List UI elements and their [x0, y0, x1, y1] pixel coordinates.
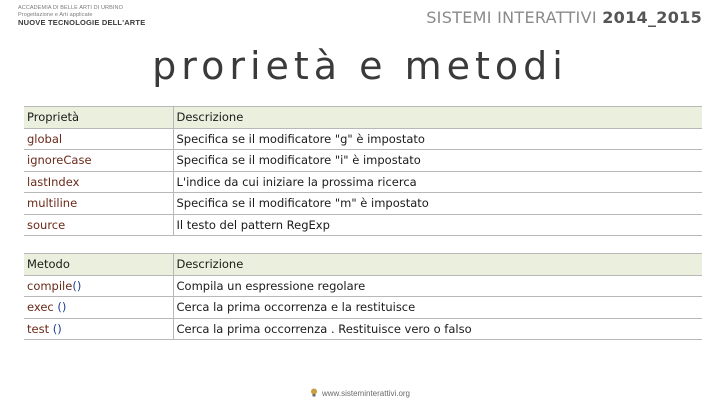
table-row	[24, 193, 702, 215]
table-row	[24, 150, 702, 172]
property-name: source	[24, 214, 173, 236]
method-name-cell	[24, 318, 173, 340]
academy-name: ACCADEMIA DI BELLE ARTI DI URBINO	[18, 5, 123, 11]
method-name-cell	[24, 275, 173, 297]
property-name: lastIndex	[24, 171, 173, 193]
method-description: Compila un espressione regolare	[173, 275, 702, 297]
academy-department: Progettazione e Arti applicate	[18, 11, 93, 18]
footer	[0, 388, 720, 398]
property-description: Specifica se il modificatore "g" è impostato	[173, 128, 702, 150]
course-header	[426, 8, 702, 27]
method-name: exec	[27, 300, 58, 315]
table-row	[24, 318, 702, 340]
table-row	[24, 297, 702, 319]
property-name: ignoreCase	[24, 150, 173, 172]
column-header-method: Metodo	[24, 254, 173, 276]
property-description: Specifica se il modificatore "i" è impostato	[173, 150, 702, 172]
methods-table	[24, 253, 702, 340]
table-header-row	[24, 107, 702, 129]
table-row	[24, 171, 702, 193]
column-header-property: Proprietà	[24, 107, 173, 129]
table-row	[24, 275, 702, 297]
method-parentheses: ()	[52, 321, 62, 336]
academy-course: NUOVE TECNOLOGIE DELL'ARTE	[18, 18, 146, 27]
property-description: Il testo del pattern RegExp	[173, 214, 702, 236]
properties-table	[24, 106, 702, 236]
method-parentheses: ()	[72, 278, 82, 293]
academy-logo	[18, 5, 218, 27]
column-header-description: Descrizione	[173, 107, 702, 129]
page-title: prorietà e metodi	[152, 44, 568, 88]
footer-url: www.sisteminterattivi.org	[321, 389, 411, 398]
method-parentheses: ()	[57, 300, 67, 315]
property-description: L'indice da cui iniziare la prossima ricerca	[173, 171, 702, 193]
column-header-description: Descrizione	[173, 254, 702, 276]
bulb-logo-icon	[310, 388, 318, 397]
property-name: multiline	[24, 193, 173, 215]
table-row	[24, 128, 702, 150]
property-description: Specifica se il modificatore "m" è impostato	[173, 193, 702, 215]
method-name-cell	[24, 297, 173, 319]
method-name: test	[27, 321, 53, 336]
method-name: compile	[27, 278, 73, 293]
course-years: 2014_2015	[602, 8, 702, 27]
table-header-row	[24, 254, 702, 276]
method-description: Cerca la prima occorrenza . Restituisce vero o falso	[173, 318, 702, 340]
property-name: global	[24, 128, 173, 150]
table-row	[24, 214, 702, 236]
method-description: Cerca la prima occorrenza e la restituisce	[173, 297, 702, 319]
course-name: SISTEMI INTERATTIVI	[426, 8, 597, 27]
